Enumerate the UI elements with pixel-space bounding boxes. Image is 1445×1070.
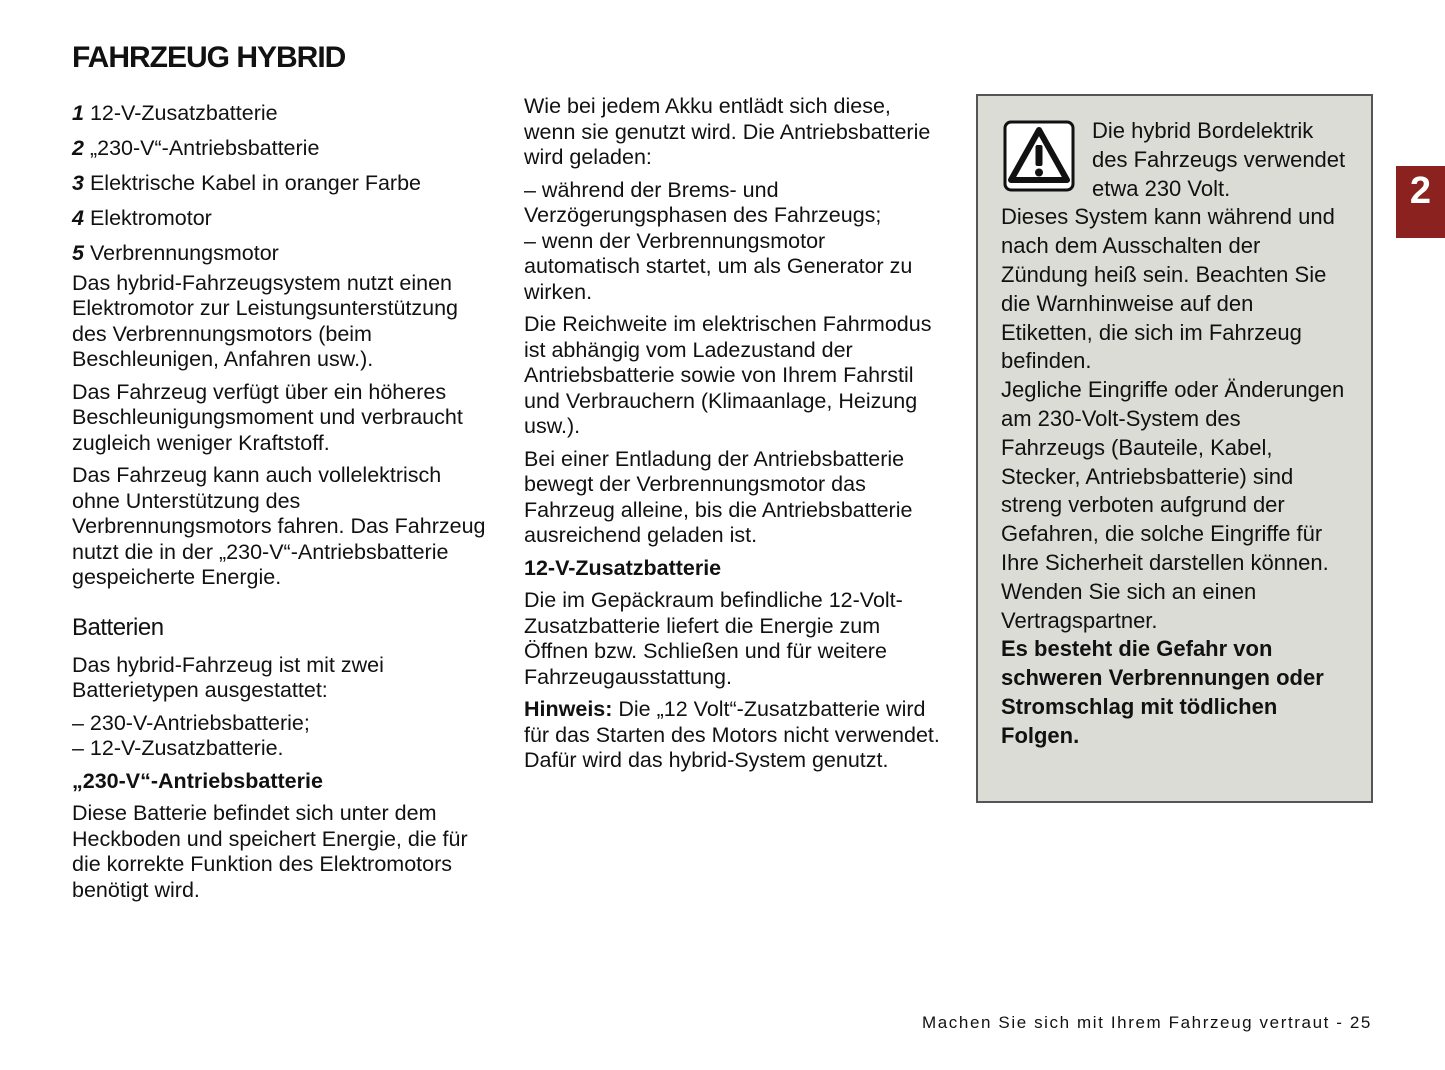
component-list: [72, 101, 492, 267]
dash-item: – während der Brems- und Verzögerungsphasen des Fahrzeugs;: [524, 177, 882, 227]
section-heading-batterien: Batterien: [72, 613, 164, 641]
note-paragraph: [524, 697, 944, 774]
list-item: [72, 206, 492, 232]
paragraph: Diese Batterie befindet sich unter dem Heckboden und speichert Energie, die für die korrekte Funktion des Elektromotors benötigt wird.: [72, 801, 468, 902]
subheading-12v: 12-V-Zusatzbatterie: [524, 555, 722, 580]
column-middle: [524, 94, 944, 781]
warning-text: Die hybrid Bordelektrik des Fahrzeugs verwendet etwa 230 Volt.: [1092, 118, 1346, 201]
paragraph: Das hybrid-Fahrzeug ist mit zwei Batterietypen ausgestattet:: [72, 652, 384, 702]
note-text: Die „12 Volt“-Zusatzbatterie wird für das Starten des Motors nicht verwendet. Dafür wird das hybrid-System genutzt.: [524, 697, 940, 772]
item-number: 1: [72, 101, 84, 125]
page-footer: Machen Sie sich mit Ihrem Fahrzeug vertraut - 25: [921, 1013, 1372, 1032]
list-item: [72, 136, 492, 162]
paragraph: Wie bei jedem Akku entlädt sich diese, wenn sie genutzt wird. Die Antriebsbatterie wird geladen:: [524, 94, 931, 169]
page-title: FAHRZEUG HYBRID: [72, 41, 346, 74]
item-number: 4: [72, 206, 84, 230]
item-label: 12-V-Zusatzbatterie: [89, 101, 278, 125]
subheading-230v: „230-V“-Antriebsbatterie: [72, 768, 323, 793]
paragraph: Die im Gepäckraum befindliche 12-Volt-Zusatzbatterie liefert die Energie zum Öffnen bzw. Schließen und für weitere Fahrzeugausstattung.: [524, 588, 903, 689]
item-label: Elektromotor: [89, 206, 212, 230]
warning-triangle-icon: [1003, 120, 1075, 192]
dash-item: – 230-V-Antriebsbatterie;: [72, 710, 310, 735]
item-number: 5: [72, 241, 84, 265]
item-label: Verbrennungsmotor: [89, 241, 279, 265]
note-label: Hinweis:: [524, 697, 613, 721]
paragraph: Bei einer Entladung der Antriebsbatterie bewegt der Verbrennungsmotor das Fahrzeug alleine, bis die Antriebsbatterie ausreichend geladen ist.: [524, 446, 913, 547]
warning-text: Dieses System kann während und nach dem Ausschalten der Zündung heiß sein. Beachten Sie die Warnhinweise auf den Etiketten, die sich im Fahrzeug befinden.: [1001, 204, 1335, 374]
chapter-tab: 2: [1396, 166, 1445, 238]
list-item: [72, 171, 492, 197]
warning-box: [976, 94, 1373, 803]
paragraph: Die Reichweite im elektrischen Fahrmodus ist abhängig vom Ladezustand der Antriebsbatterie sowie von Ihrem Fahrstil und Verbrauchern (Klimaanlage, Heizung usw.).: [524, 312, 932, 438]
item-label: „230-V“-Antriebsbatterie: [89, 136, 320, 160]
dash-item: – 12-V-Zusatzbatterie.: [72, 736, 284, 760]
item-number: 2: [72, 136, 84, 160]
list-item: [72, 101, 492, 127]
warning-danger-text: Es besteht die Gefahr von schweren Verbrennungen oder Stromschlag mit tödlichen Folgen.: [1001, 636, 1324, 748]
dash-item: – wenn der Verbrennungsmotor automatisch startet, um als Generator zu wirken.: [524, 228, 913, 304]
item-number: 3: [72, 171, 84, 195]
item-label: Elektrische Kabel in oranger Farbe: [89, 171, 422, 195]
warning-text: Jegliche Eingriffe oder Änderungen am 230-Volt-System des Fahrzeugs (Bauteile, Kabel, Stecker, Antriebsbatterie) sind streng verboten aufgrund der Gefahren, die solche Eingriffe für Ihre Sicherheit darstellen können. Wenden Sie sich an einen Vertragspartner.: [1001, 377, 1345, 633]
paragraph: Das hybrid-Fahrzeugsystem nutzt einen Elektromotor zur Leistungsunterstützung des Verbrennungsmotors (beim Beschleunigen, Anfahren usw.).: [72, 270, 459, 371]
paragraph: Das Fahrzeug verfügt über ein höheres Beschleunigungsmoment und verbraucht zugleich weniger Kraftstoff.: [72, 379, 463, 455]
column-left: [72, 101, 492, 910]
list-item: [72, 241, 492, 267]
paragraph: Das Fahrzeug kann auch vollelektrisch ohne Unterstützung des Verbrennungsmotors fahren. Das Fahrzeug nutzt die in der „230-V“-Antriebsbatterie gespeicherte Energie.: [72, 463, 486, 589]
